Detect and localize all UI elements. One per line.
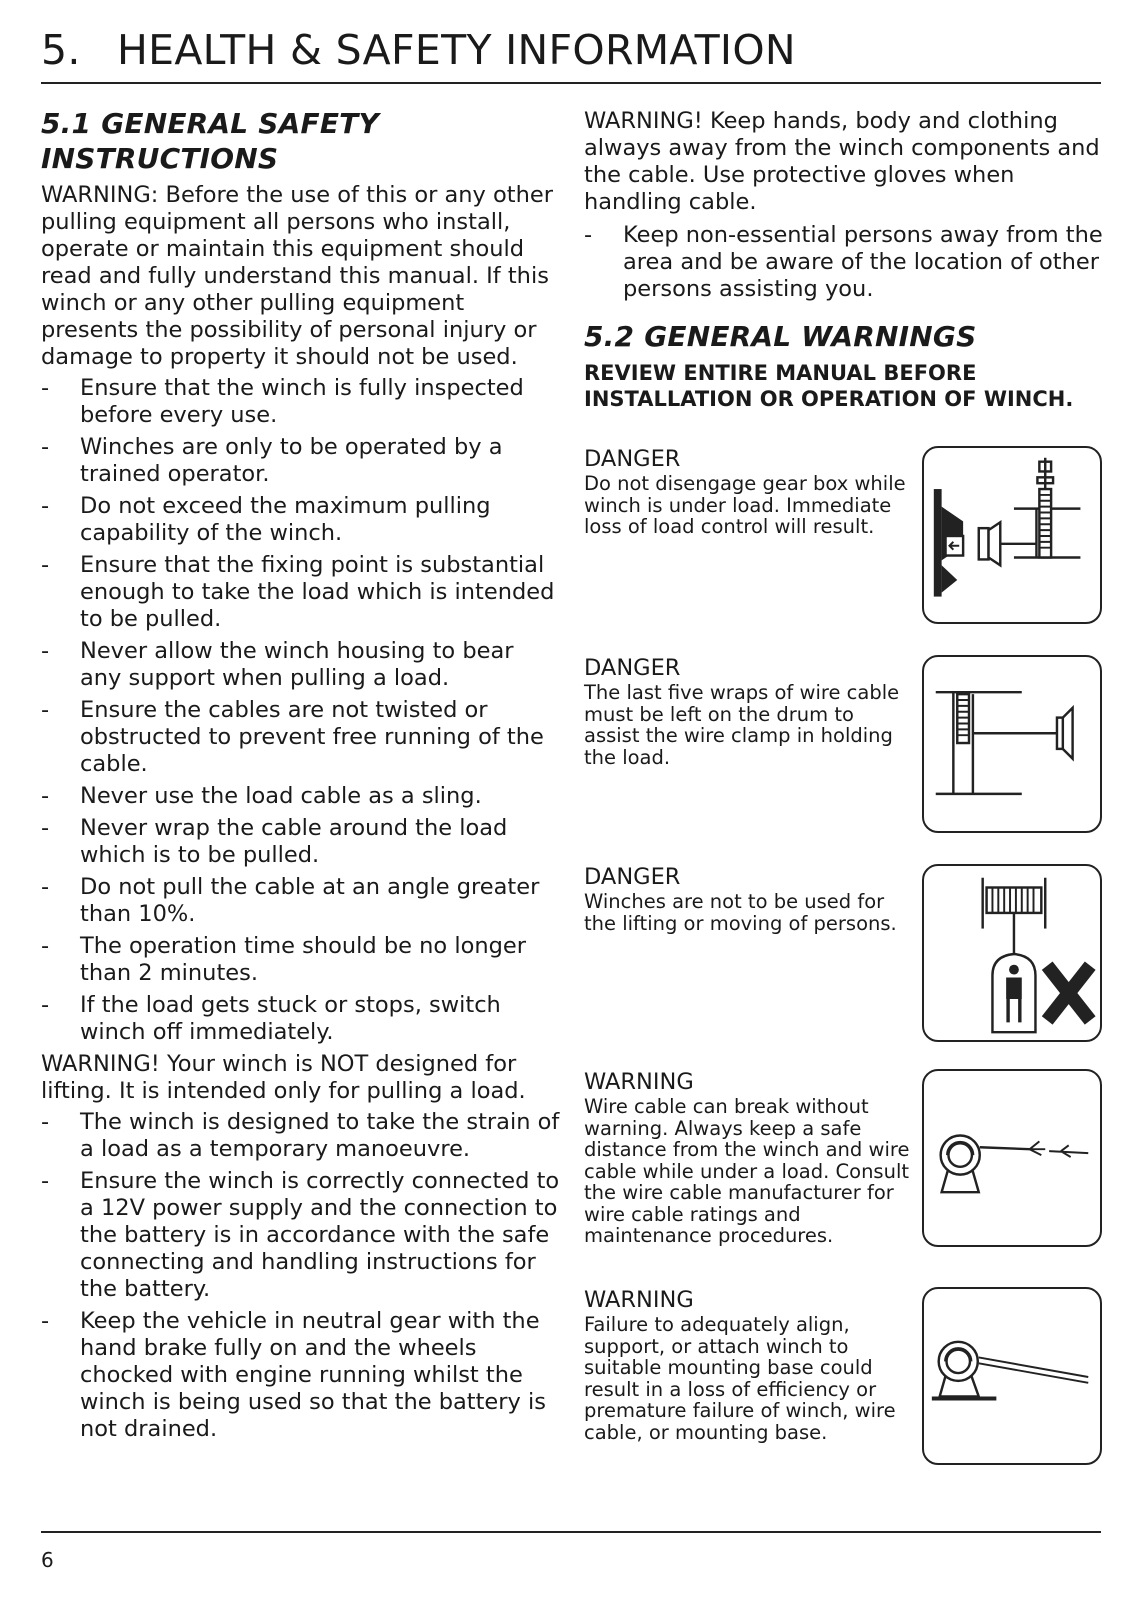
list-item: - If the load gets stuck or stops, switch winch off immediately. (41, 992, 501, 1045)
warning-label: DANGER (584, 446, 681, 472)
warning-label: WARNING (584, 1287, 694, 1313)
page-header (41, 26, 1101, 75)
list-item: - Ensure the cables are not twisted or obstructed to prevent free running of the cable. (41, 697, 544, 777)
warning-text: Winches are not to be used for the lifting or moving of persons. (584, 890, 897, 935)
cable-break-icon (922, 1069, 1102, 1247)
section-title: HEALTH & SAFETY INFORMATION (117, 26, 796, 74)
safety-intro: WARNING: Before the use of this or any other pulling equipment all persons who install, operate or maintain this equipment should read and fully understand this manual. If this winch or any other pulling equipment presents the possibility of personal injury or damage to property it should not be used. (41, 182, 553, 370)
list-item: - The operation time should be no longer than 2 minutes. (41, 933, 526, 986)
page-title (41, 26, 1101, 75)
list-item: - Keep non-essential persons away from the area and be aware of the location of other persons assisting you. (584, 222, 1103, 302)
warning-text: Do not disengage gear box while winch is under load. Immediate loss of load control will result. (584, 472, 906, 538)
review-notice: REVIEW ENTIRE MANUAL BEFORE INSTALLATION OR OPERATION OF WINCH. (584, 361, 1074, 411)
list-item: - Never wrap the cable around the load which is to be pulled. (41, 815, 508, 868)
header-rule (41, 82, 1101, 84)
page-number: 6 (41, 1548, 54, 1572)
lifting-warning: WARNING! Your winch is NOT designed for lifting. It is intended only for pulling a load. (41, 1051, 526, 1104)
warning-text: The last five wraps of wire cable must be left on the drum to assist the wire clamp in holding the load. (584, 681, 900, 769)
hands-warning: WARNING! Keep hands, body and clothing always away from the winch components and the cable. Use protective gloves when handling cable. (584, 108, 1100, 215)
list-item: - Winches are only to be operated by a trained operator. (41, 434, 503, 487)
list-item: - Ensure the winch is correctly connected to a 12V power supply and the connection to the battery is in accordance with the safe connecting and handling instructions for the battery. (41, 1168, 560, 1302)
warning-label: DANGER (584, 655, 681, 681)
list-item: - Never allow the winch housing to bear any support when pulling a load. (41, 638, 514, 691)
warning-label: WARNING (584, 1069, 694, 1095)
section-number: 5. (41, 26, 81, 74)
section-heading-5-1: 5.1 GENERAL SAFETY INSTRUCTIONS (41, 107, 379, 175)
no-lifting-persons-icon (922, 864, 1102, 1042)
list-item: - Do not exceed the maximum pulling capability of the winch. (41, 493, 491, 546)
list-item: - Ensure that the winch is fully inspected before every use. (41, 375, 524, 428)
list-item: - Do not pull the cable at an angle greater than 10%. (41, 874, 540, 927)
list-item: - Ensure that the fixing point is substantial enough to take the load which is intended to be pulled. (41, 552, 555, 632)
drum-wraps-icon (922, 655, 1102, 833)
safety-list (41, 375, 561, 1046)
gearbox-danger-icon (922, 446, 1102, 624)
persons-list (584, 222, 1104, 303)
footer-rule (41, 1531, 1101, 1533)
warning-text: Wire cable can break without warning. Always keep a safe distance from the winch and wire cable while under a load. Consult the wire cable manufacturer for wire cable ratings and maintenance procedures. (584, 1095, 910, 1247)
list-item: - Never use the load cable as a sling. (41, 783, 482, 809)
general-warnings-section (584, 108, 1104, 412)
list-item: - Keep the vehicle in neutral gear with the hand brake fully on and the wheels chocked with engine running whilst the winch is being used so that the battery is not drained. (41, 1308, 546, 1442)
safety-list-2 (41, 1109, 561, 1443)
mounting-base-icon (922, 1287, 1102, 1465)
general-safety-section (41, 106, 561, 1448)
warning-label: DANGER (584, 864, 681, 890)
list-item: - The winch is designed to take the strain of a load as a temporary manoeuvre. (41, 1109, 560, 1162)
warning-text: Failure to adequately align, support, or attach winch to suitable mounting base could result in a loss of efficiency or premature failure of winch, wire cable, or mounting base. (584, 1313, 896, 1444)
section-heading-5-2: 5.2 GENERAL WARNINGS (584, 320, 977, 353)
